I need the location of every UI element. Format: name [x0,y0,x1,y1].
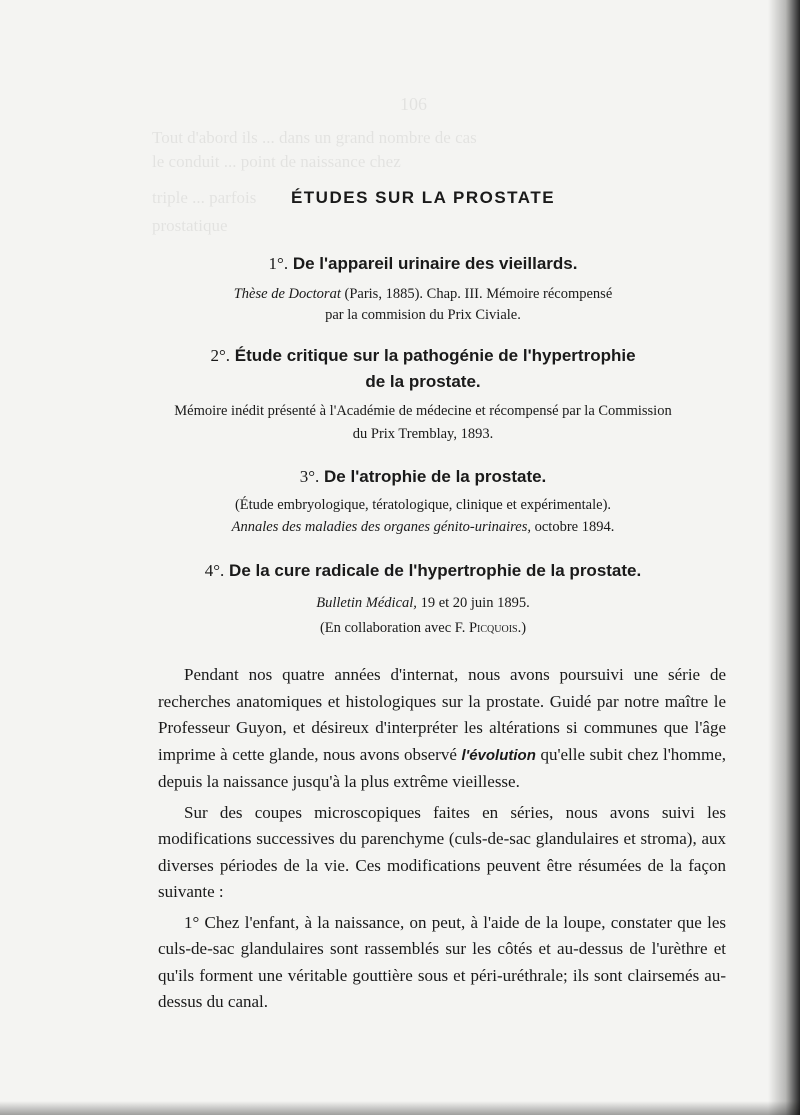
item-4-reference [0,592,800,614]
bleed-through-line: prostatique [152,216,228,235]
item-1-italic: Thèse de Doctorat [233,286,341,302]
item-3-title: De l'atrophie de la prostate. [324,467,547,486]
item-4-reference-2 [0,617,800,639]
item-4-number: 4°. [204,561,225,580]
paragraph-3: 1° Chez l'enfant, à la naissance, on peut, à l'aide de la loupe, constater que les culs-de-sac glandulaires sont rassemblés sur les côtés et au-dessus de l'urèthre et qu'ils forment une véritable gouttière sous et péri-uréthrale; ils sont clairsemés au-dessus du canal. [158,912,726,1011]
paragraph-1 [158,662,726,796]
bleed-through-line: Tout d'abord ils ... dans un grand nombre de cas [152,128,477,147]
page-title: ÉTUDES SUR LA PROSTATE [290,188,556,207]
item-1-title: De l'appareil urinaire des vieillards. [292,254,578,273]
bleed-through-line: le conduit ... point de naissance chez [152,152,401,171]
paragraph-1-emphasis: l'évolution [461,746,536,764]
item-3-number: 3°. [299,467,320,486]
item-4-collab-name: Picquois [468,620,518,636]
bleed-through-page-number: 106 [400,94,427,114]
item-1-reference [0,283,800,305]
item-3-reference-2 [0,516,800,538]
item-2-title: Étude critique sur la pathogénie de l'hypertrophie [234,346,636,365]
item-4-collab-pre: (En collaboration avec F. [319,620,469,636]
item-2-number: 2°. [210,346,231,365]
scan-edge-shadow [768,0,800,1115]
item-4-title: De la cure radicale de l'hypertrophie de la prostate. [229,561,642,580]
item-2-heading-2: de la prostate. [365,372,481,391]
item-2-heading [0,346,800,366]
item-3-reference: (Étude embryologique, tératologique, clinique et expérimentale). [234,497,612,513]
paragraph-1-text-end: qu'elle subit chez l'homme, depuis la naissance jusqu'à la plus extrême vieillesse. [158,744,727,791]
item-1-number: 1°. [268,254,289,273]
paragraph-1-text: Pendant nos quatre années d'internat, nous avons poursuivi une série de recherches anatomiques et histologiques sur la prostate. Guidé par notre maître le Professeur Guyon, et désireux d'interpréter les altérations si communes que l'âge imprime à cette glande, nous avons observé [158,665,726,764]
item-1-reference-2: par la commision du Prix Civiale. [325,307,521,323]
item-1-heading [0,254,800,274]
scan-bottom-shadow [0,1101,800,1115]
item-3-rest: octobre 1894. [531,519,615,535]
bleed-through-line: triple ... parfois [152,188,257,207]
item-4-italic: Bulletin Médical, [316,595,417,611]
item-2-reference-2: du Prix Tremblay, 1893. [352,426,494,442]
item-1-rest: (Paris, 1885). Chap. III. Mémoire récompensé [340,286,613,302]
item-4-collab-post: .) [517,620,527,636]
item-4-rest: 19 et 20 juin 1895. [416,595,530,611]
paragraph-2: Sur des coupes microscopiques faites en séries, nous avons suivi les modifications successives du parenchyme (culs-de-sac glandulaires et stroma), aux diverses périodes de la vie. Ces modifications peuvent être résumées de la façon suivante : [158,802,726,901]
body-text [158,662,726,1016]
item-3-heading [0,467,800,487]
item-3-italic: Annales des maladies des organes génito-urinaires, [231,519,531,535]
item-2-reference: Mémoire inédit présenté à l'Académie de médecine et récompensé par la Commission [174,403,672,419]
item-4-heading [0,561,800,581]
